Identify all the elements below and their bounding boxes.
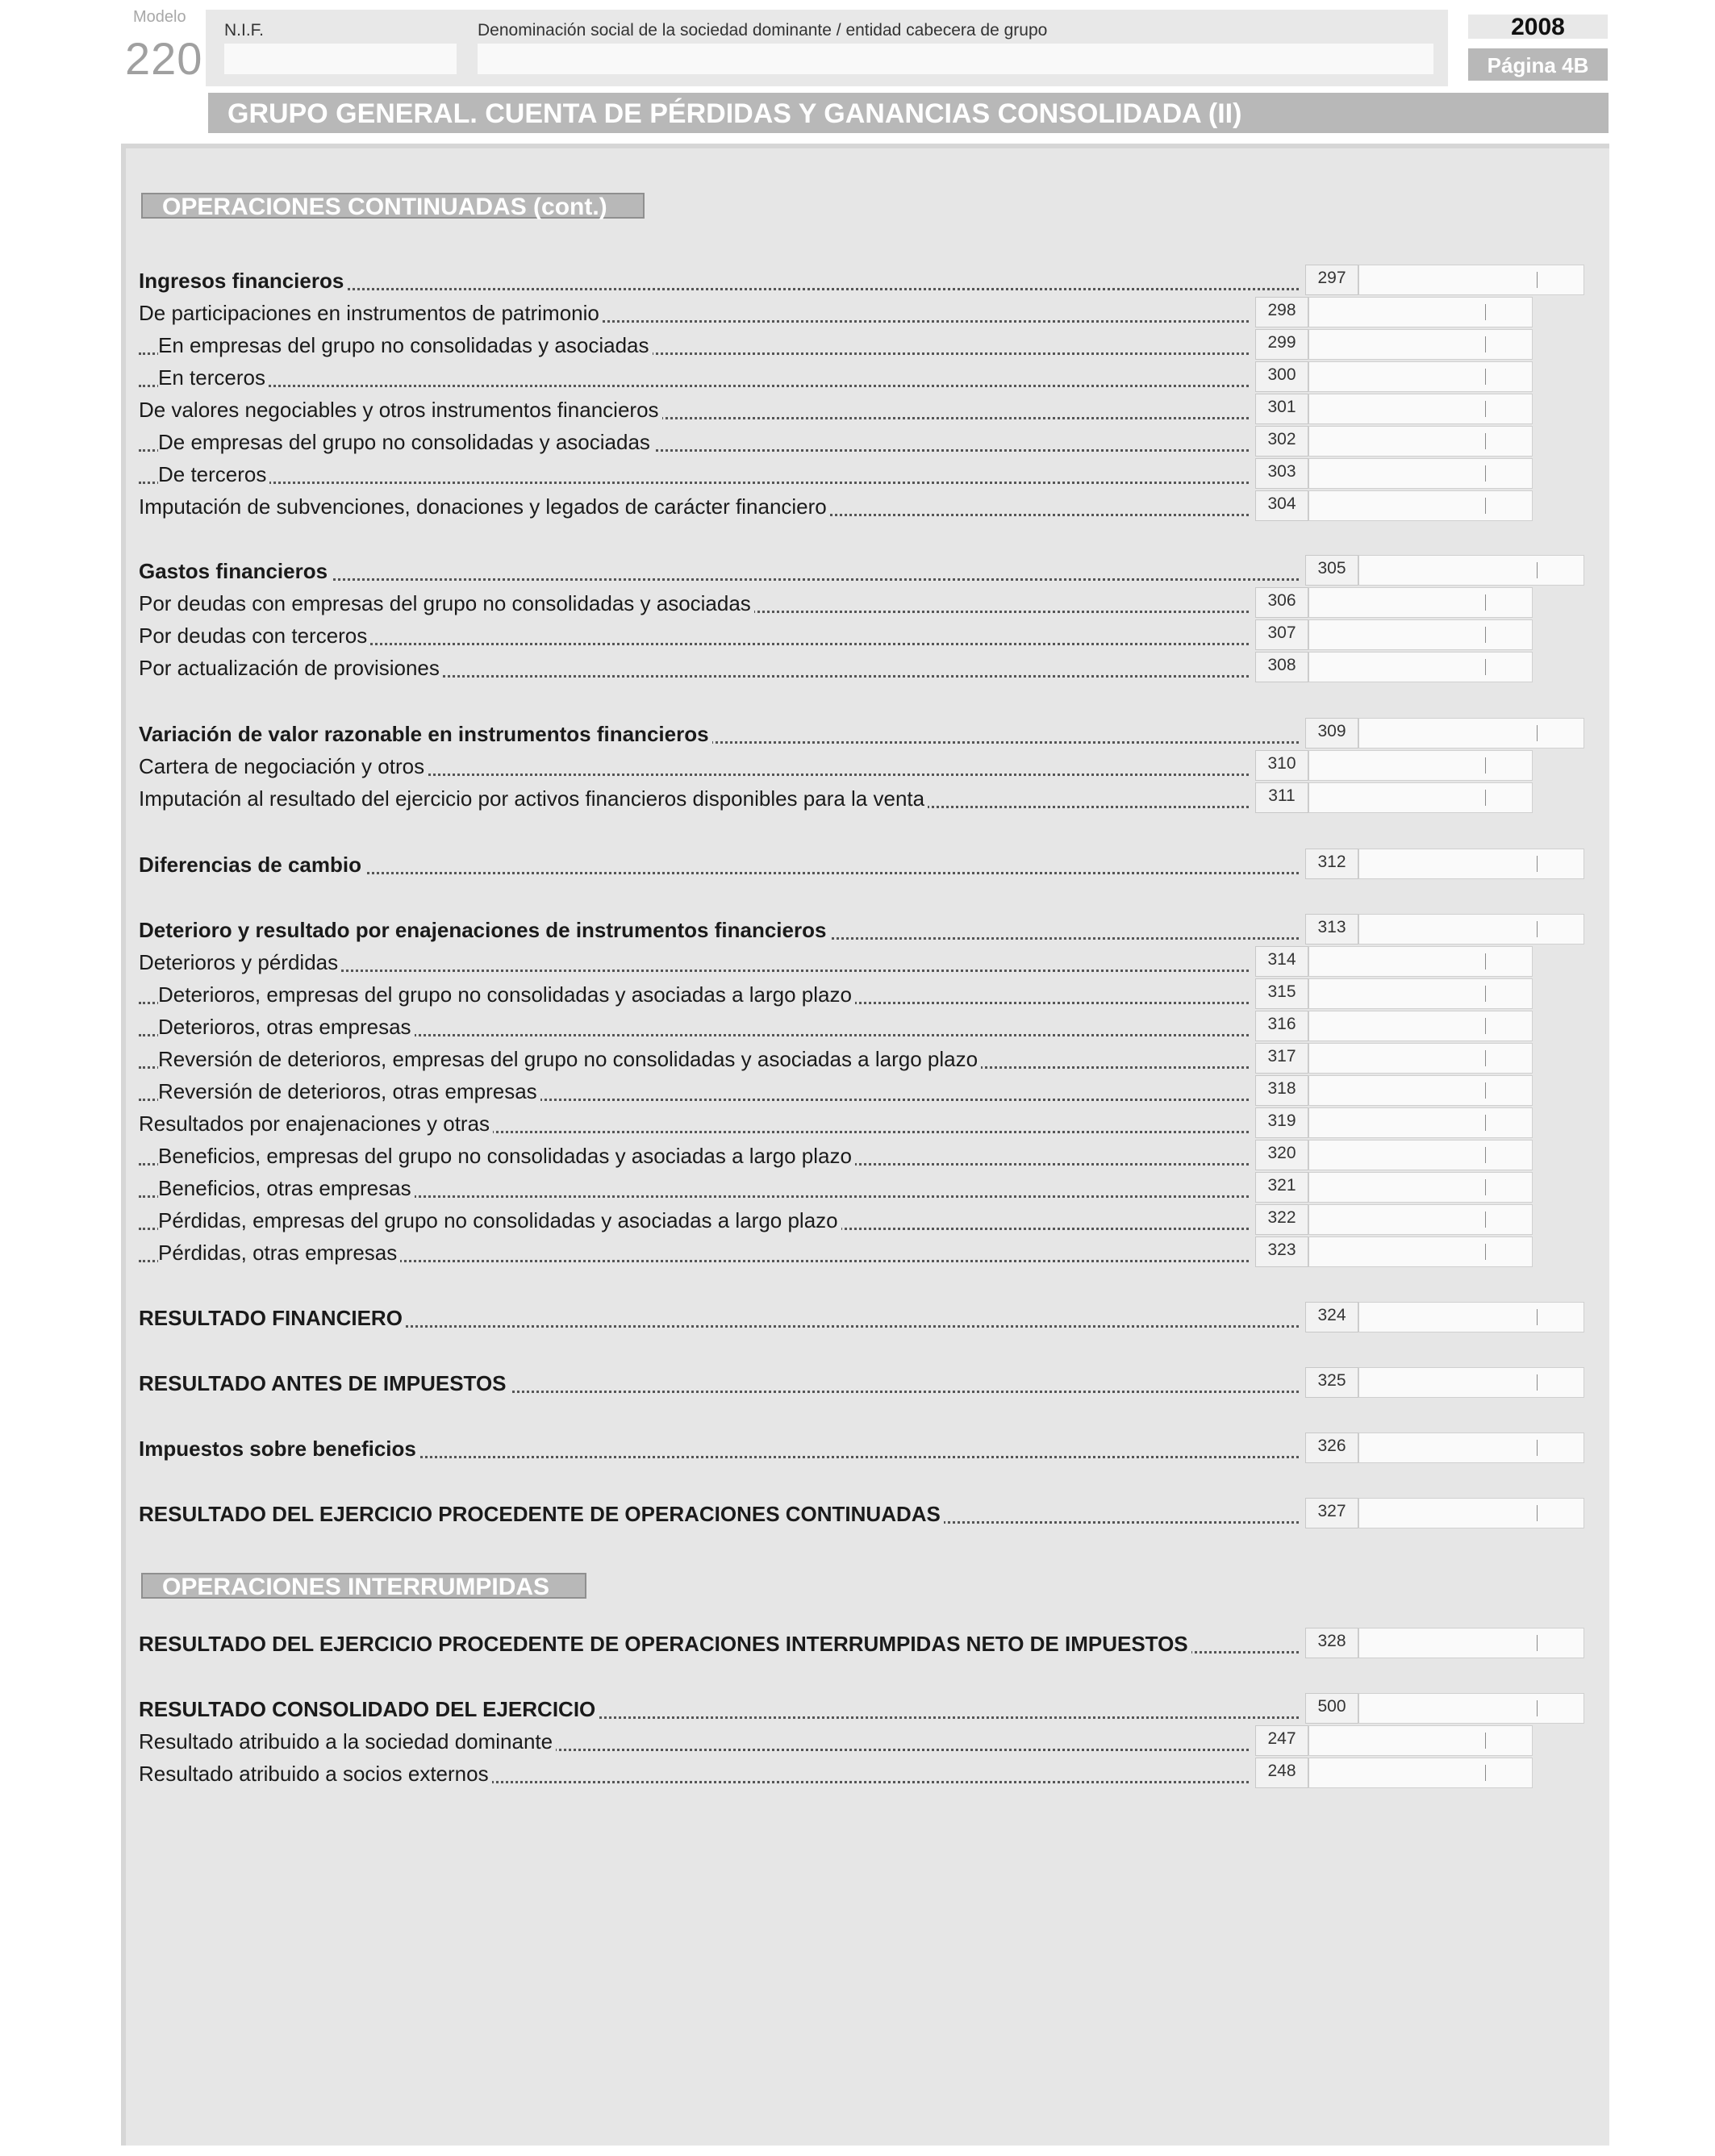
box-code: 307 — [1255, 619, 1308, 650]
decimal-separator-mark — [1485, 757, 1486, 774]
row-label — [139, 329, 1249, 361]
row-label — [139, 1011, 1249, 1043]
decimal-separator-mark — [1485, 1115, 1486, 1131]
box-code: 312 — [1305, 849, 1358, 879]
box-code: 247 — [1255, 1725, 1308, 1756]
row-label-text: Resultado atribuido a socios externos — [139, 1762, 492, 1786]
row-label — [139, 1693, 1299, 1725]
box-code: 323 — [1255, 1236, 1308, 1267]
year-badge: 2008 — [1468, 15, 1608, 39]
amount-field[interactable] — [1308, 750, 1533, 781]
row-label — [139, 1758, 1249, 1790]
row-label-text: En empresas del grupo no consolidadas y asociadas — [158, 333, 653, 357]
modelo-label: Modelo — [133, 8, 186, 26]
row-label-text: Impuestos sobre beneficios — [139, 1437, 419, 1461]
decimal-separator-mark — [1485, 1765, 1486, 1781]
box-code: 308 — [1255, 652, 1308, 682]
row-label-text: Por deudas con empresas del grupo no consolidadas y asociadas — [139, 591, 754, 615]
box-code: 302 — [1255, 426, 1308, 457]
row-label-text: Deterioro y resultado por enajenaciones de instrumentos financieros — [139, 918, 829, 942]
amount-field[interactable] — [1308, 394, 1533, 424]
section-operaciones-continuadas: OPERACIONES CONTINUADAS (cont.) — [141, 193, 645, 219]
modelo-number: 220 — [125, 33, 203, 84]
decimal-separator-mark — [1537, 1309, 1538, 1325]
row-label-text: Resultado atribuido a la sociedad dominante — [139, 1729, 556, 1754]
box-code: 319 — [1255, 1107, 1308, 1138]
amount-field[interactable] — [1358, 1693, 1584, 1724]
amount-field[interactable] — [1308, 426, 1533, 457]
box-code: 306 — [1255, 587, 1308, 618]
row-label — [139, 946, 1249, 978]
box-code: 321 — [1255, 1172, 1308, 1203]
row-label-text: RESULTADO FINANCIERO — [139, 1306, 406, 1330]
amount-field[interactable] — [1358, 1498, 1584, 1528]
decimal-separator-mark — [1485, 790, 1486, 806]
amount-field[interactable] — [1308, 1758, 1533, 1788]
row-label-text: Reversión de deterioros, empresas del grupo no consolidadas y asociadas a largo plazo — [158, 1047, 981, 1071]
decimal-separator-mark — [1485, 953, 1486, 970]
amount-field[interactable] — [1308, 1236, 1533, 1267]
row-label — [139, 1107, 1249, 1140]
amount-field[interactable] — [1308, 1204, 1533, 1235]
row-label — [139, 555, 1299, 587]
page-badge: Página 4B — [1468, 48, 1608, 81]
row-label — [139, 265, 1299, 297]
box-code: 299 — [1255, 329, 1308, 360]
amount-field[interactable] — [1308, 587, 1533, 618]
row-label-text: Pérdidas, empresas del grupo no consolidadas y asociadas a largo plazo — [158, 1208, 841, 1232]
amount-field[interactable] — [1308, 297, 1533, 327]
decimal-separator-mark — [1485, 659, 1486, 675]
decimal-separator-mark — [1537, 1440, 1538, 1456]
row-label — [139, 718, 1299, 750]
amount-field[interactable] — [1358, 1628, 1584, 1658]
box-code: 326 — [1305, 1432, 1358, 1463]
row-label-text: RESULTADO ANTES DE IMPUESTOS — [139, 1371, 510, 1395]
box-code: 300 — [1255, 361, 1308, 392]
box-code: 322 — [1255, 1204, 1308, 1235]
row-label-text: Gastos financieros — [139, 559, 331, 583]
decimal-separator-mark — [1537, 562, 1538, 578]
row-label — [139, 1236, 1249, 1269]
decimal-separator-mark — [1485, 627, 1486, 643]
row-label-text: En terceros — [158, 365, 269, 390]
row-label — [139, 914, 1299, 946]
row-label-text: Beneficios, empresas del grupo no consolidadas y asociadas a largo plazo — [158, 1144, 855, 1168]
row-label-text: De terceros — [158, 462, 269, 486]
box-code: 500 — [1305, 1693, 1358, 1724]
decimal-separator-mark — [1485, 1050, 1486, 1066]
amount-field[interactable] — [1308, 946, 1533, 977]
row-label-text: RESULTADO DEL EJERCICIO PROCEDENTE DE OPERACIONES INTERRUMPIDAS NETO DE IMPUESTOS — [139, 1632, 1191, 1656]
row-label — [139, 297, 1249, 329]
row-label — [139, 652, 1249, 684]
row-label — [139, 458, 1249, 490]
box-code: 305 — [1305, 555, 1358, 586]
box-code: 298 — [1255, 297, 1308, 327]
row-label — [139, 587, 1249, 619]
decimal-separator-mark — [1485, 1018, 1486, 1034]
box-code: 316 — [1255, 1011, 1308, 1041]
row-label — [139, 1172, 1249, 1204]
amount-field[interactable] — [1308, 1107, 1533, 1138]
row-label-text: De empresas del grupo no consolidadas y asociadas — [158, 430, 653, 454]
amount-field[interactable] — [1358, 1432, 1584, 1463]
box-code: 317 — [1255, 1043, 1308, 1074]
row-label-text: Imputación de subvenciones, donaciones y legados de carácter financiero — [139, 494, 830, 519]
row-label-text: Resultados por enajenaciones y otras — [139, 1111, 493, 1136]
row-label-text: Imputación al resultado del ejercicio por activos financieros disponibles para la venta — [139, 786, 928, 811]
row-label — [139, 1140, 1249, 1172]
amount-field[interactable] — [1308, 619, 1533, 650]
amount-field[interactable] — [1358, 914, 1584, 945]
decimal-separator-mark — [1485, 1147, 1486, 1163]
box-code: 327 — [1305, 1498, 1358, 1528]
row-label — [139, 1043, 1249, 1075]
row-label-text: Deterioros, empresas del grupo no consolidadas y asociadas a largo plazo — [158, 982, 855, 1007]
row-label — [139, 1628, 1299, 1660]
box-code: 328 — [1305, 1628, 1358, 1658]
box-code: 297 — [1305, 265, 1358, 295]
row-label — [139, 978, 1249, 1011]
row-label — [139, 361, 1249, 394]
box-code: 309 — [1305, 718, 1358, 749]
row-label-text: Pérdidas, otras empresas — [158, 1241, 400, 1265]
row-label-text: Deterioros, otras empresas — [158, 1015, 415, 1039]
box-code: 311 — [1255, 782, 1308, 813]
amount-field[interactable] — [1358, 1367, 1584, 1398]
amount-field[interactable] — [1358, 265, 1584, 295]
decimal-separator-mark — [1485, 1211, 1486, 1228]
amount-field[interactable] — [1308, 458, 1533, 489]
row-label — [139, 750, 1249, 782]
decimal-separator-mark — [1537, 856, 1538, 872]
row-label — [139, 1498, 1299, 1530]
section-operaciones-interrumpidas: OPERACIONES INTERRUMPIDAS — [141, 1573, 586, 1599]
box-code: 314 — [1255, 946, 1308, 977]
decimal-separator-mark — [1485, 401, 1486, 417]
box-code: 320 — [1255, 1140, 1308, 1170]
row-label — [139, 1432, 1299, 1465]
row-label-text: Reversión de deterioros, otras empresas — [158, 1079, 540, 1103]
row-label-text: De valores negociables y otros instrumentos financieros — [139, 398, 662, 422]
amount-field[interactable] — [1358, 555, 1584, 586]
decimal-separator-mark — [1485, 465, 1486, 482]
decimal-separator-mark — [1485, 304, 1486, 320]
amount-field[interactable] — [1308, 1725, 1533, 1756]
amount-field[interactable] — [1308, 361, 1533, 392]
row-label-text: Ingresos financieros — [139, 269, 347, 293]
row-label-text: Por actualización de provisiones — [139, 656, 443, 680]
nif-field[interactable] — [224, 44, 457, 74]
box-code: 318 — [1255, 1075, 1308, 1106]
amount-field[interactable] — [1358, 718, 1584, 749]
decimal-separator-mark — [1485, 1082, 1486, 1099]
row-label — [139, 426, 1249, 458]
row-label — [139, 1367, 1299, 1399]
decimal-separator-mark — [1537, 921, 1538, 937]
amount-field[interactable] — [1308, 978, 1533, 1009]
row-label — [139, 394, 1249, 426]
box-code: 304 — [1255, 490, 1308, 521]
row-label-text: Diferencias de cambio — [139, 853, 365, 877]
amount-field[interactable] — [1308, 490, 1533, 521]
decimal-separator-mark — [1485, 369, 1486, 385]
row-label — [139, 1302, 1299, 1334]
row-label — [139, 1204, 1249, 1236]
row-label-text: Deterioros y pérdidas — [139, 950, 341, 974]
decimal-separator-mark — [1537, 1374, 1538, 1391]
row-label-text: Cartera de negociación y otros — [139, 754, 428, 778]
box-code: 313 — [1305, 914, 1358, 945]
dot-leader — [139, 482, 1249, 484]
amount-field[interactable] — [1308, 1011, 1533, 1041]
amount-field[interactable] — [1358, 1302, 1584, 1332]
dot-leader — [139, 385, 1249, 387]
row-label — [139, 1075, 1249, 1107]
row-label-text: RESULTADO CONSOLIDADO DEL EJERCICIO — [139, 1697, 599, 1721]
row-label-text: Beneficios, otras empresas — [158, 1176, 415, 1200]
amount-field[interactable] — [1308, 329, 1533, 360]
amount-field[interactable] — [1308, 1140, 1533, 1170]
denominacion-field[interactable] — [478, 44, 1433, 74]
decimal-separator-mark — [1537, 1700, 1538, 1716]
decimal-separator-mark — [1537, 1505, 1538, 1521]
decimal-separator-mark — [1537, 725, 1538, 741]
row-label-text: Por deudas con terceros — [139, 623, 370, 648]
box-code: 248 — [1255, 1758, 1308, 1788]
amount-field[interactable] — [1358, 849, 1584, 879]
row-label — [139, 490, 1249, 523]
decimal-separator-mark — [1485, 1179, 1486, 1195]
amount-field[interactable] — [1308, 1172, 1533, 1203]
decimal-separator-mark — [1485, 336, 1486, 352]
decimal-separator-mark — [1537, 272, 1538, 288]
amount-field[interactable] — [1308, 1075, 1533, 1106]
decimal-separator-mark — [1485, 594, 1486, 611]
row-label — [139, 619, 1249, 652]
row-label-text: Variación de valor razonable en instrumentos financieros — [139, 722, 712, 746]
decimal-separator-mark — [1537, 1635, 1538, 1651]
denominacion-label: Denominación social de la sociedad dominante / entidad cabecera de grupo — [478, 21, 1048, 40]
decimal-separator-mark — [1485, 498, 1486, 514]
box-code: 325 — [1305, 1367, 1358, 1398]
box-code: 310 — [1255, 750, 1308, 781]
page-title: GRUPO GENERAL. CUENTA DE PÉRDIDAS Y GANANCIAS CONSOLIDADA (II) — [208, 93, 1609, 133]
amount-field[interactable] — [1308, 1043, 1533, 1074]
row-label-text: RESULTADO DEL EJERCICIO PROCEDENTE DE OPERACIONES CONTINUADAS — [139, 1502, 944, 1526]
amount-field[interactable] — [1308, 782, 1533, 813]
row-label — [139, 1725, 1249, 1758]
decimal-separator-mark — [1485, 433, 1486, 449]
decimal-separator-mark — [1485, 1733, 1486, 1749]
box-code: 315 — [1255, 978, 1308, 1009]
amount-field[interactable] — [1308, 652, 1533, 682]
box-code: 301 — [1255, 394, 1308, 424]
box-code: 324 — [1305, 1302, 1358, 1332]
row-label — [139, 782, 1249, 815]
box-code: 303 — [1255, 458, 1308, 489]
row-label — [139, 849, 1299, 881]
decimal-separator-mark — [1485, 986, 1486, 1002]
row-label-text: De participaciones en instrumentos de patrimonio — [139, 301, 603, 325]
nif-label: N.I.F. — [224, 21, 265, 40]
decimal-separator-mark — [1485, 1244, 1486, 1260]
